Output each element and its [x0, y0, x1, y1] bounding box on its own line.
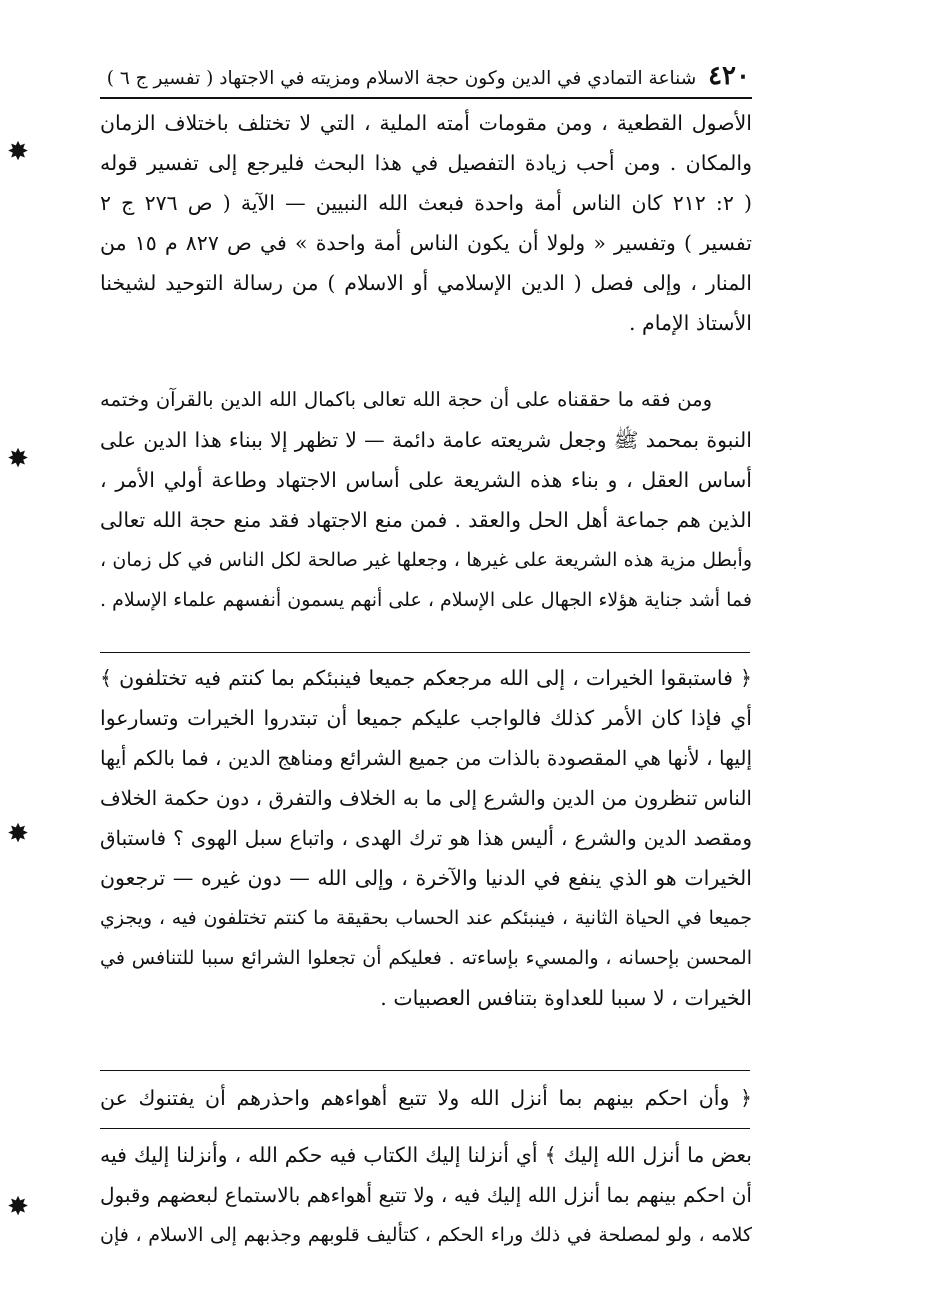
- text-line: فما أشد جناية هؤلاء الجهال على الإسلام ، على أنهم يسمون أنفسهم علماء الإسلام .: [100, 589, 752, 611]
- paragraph-hukm: [100, 1135, 752, 1255]
- text-line: تفسير ) وتفسير « ولولا أن يكون الناس أمة واحدة » في ص ٨٢٧ م ١٥ من: [100, 231, 752, 255]
- section-divider: [100, 1070, 750, 1071]
- text-line: أن احكم بينهم بما أنزل الله إليك فيه ، ولا تتبع أهواءهم بالاستماع لبعضهم وقبول: [100, 1183, 752, 1207]
- verse-line: ﴿ فاستبقوا الخيرات ، إلى الله مرجعكم جميعا فينبئكم بما كنتم فيه تختلفون ﴾: [100, 666, 752, 690]
- text-line: الخيرات ، لا سببا للعداوة بتنافس العصبيات .: [380, 986, 752, 1010]
- text-line: الأستاذ الإمام .: [629, 311, 752, 335]
- verse-line: ﴿ وأن احكم بينهم بما أنزل الله ولا تتبع أهواءهم واحذرهم أن يفتنوك عن: [100, 1086, 752, 1110]
- page-header: [100, 56, 750, 96]
- paragraph-khayrat: [100, 658, 752, 1018]
- header-rule: [100, 97, 752, 99]
- verse-heading: [100, 1078, 752, 1118]
- text-line: وأبطل مزية هذه الشريعة على غيرها ، وجعلها غير صالحة لكل الناس في كل زمان ،: [100, 549, 752, 571]
- text-line: النبوة بمحمد ﷺ وجعل شريعته عامة دائمة — لا تظهر إلا ببناء هذا الدين على: [100, 428, 752, 452]
- text-line: والمكان . ومن أحب زيادة التفصيل في هذا البحث فليرجع إلى تفسير قوله: [100, 151, 752, 175]
- section-divider: [100, 652, 750, 653]
- text-line: ومن فقه ما حققناه على أن حجة الله تعالى باكمال الله الدين بالقرآن وختمه: [100, 388, 712, 411]
- text-line: جميعا في الحياة الثانية ، فينبئكم عند الحساب بحقيقة ما كنتم تختلفون فيه ، ويجزي: [100, 907, 752, 929]
- margin-star-icon: ✸: [7, 444, 29, 474]
- text-line: أي فإذا كان الأمر كذلك فالواجب عليكم جميعا أن تبتدروا الخيرات وتسارعوا: [100, 706, 752, 730]
- running-title: شناعة التمادي في الدين وكون حجة الاسلام ومزيته في الاجتهاد ( تفسير ج ٦ ): [106, 68, 697, 89]
- text-line: المنار ، وإلى فصل ( الدين الإسلامي أو الاسلام ) من رسالة التوحيد لشيخنا: [100, 271, 752, 295]
- margin-star-icon: ✸: [7, 137, 29, 167]
- margin-star-icon: ✸: [7, 819, 29, 849]
- text-line: الخيرات هو الذي ينفع في الدنيا والآخرة ، وإلى الله — دون غيره — ترجعون: [100, 866, 752, 890]
- text-line: بعض ما أنزل الله إليك ﴾ أي أنزلنا إليك الكتاب فيه حكم الله ، وأنزلنا إليك فيه: [100, 1143, 752, 1167]
- text-line: الذين هم جماعة أهل الحل والعقد . فمن منع الاجتهاد فقد منع حجة الله تعالى: [100, 508, 752, 532]
- page-number: ٤٢٠: [708, 61, 750, 91]
- text-line: المحسن بإحسانه ، والمسيء بإساءته . فعليكم أن تجعلوا الشرائع سببا للتنافس في: [100, 947, 752, 969]
- paragraph-references: [100, 103, 752, 343]
- text-line: ( ٢: ٢١٢ كان الناس أمة واحدة فبعث الله النبيين — الآية ( ص ٢٧٦ ج ٢: [100, 191, 752, 215]
- section-divider: [100, 1128, 750, 1129]
- text-line: الناس تنظرون من الدين والشرع إلى ما به الخلاف والتفرق ، دون حكمة الخلاف: [100, 786, 752, 810]
- text-line: الأصول القطعية ، ومن مقومات أمته الملية ، التي لا تختلف باختلاف الزمان: [100, 111, 752, 135]
- text-line: كلامه ، ولو لمصلحة في ذلك وراء الحكم ، كتأليف قلوبهم وجذبهم إلى الاسلام ، فإن: [100, 1224, 752, 1246]
- margin-star-icon: ✸: [7, 1192, 29, 1222]
- paragraph-ijtihad: [100, 380, 752, 620]
- text-line: إليها ، لأنها هي المقصودة بالذات من جميع الشرائع ومناهج الدين ، فما بالكم أيها: [100, 746, 752, 770]
- text-line: ومقصد الدين والشرع ، أليس هذا هو ترك الهدى ، واتباع سبل الهوى ؟ فاستباق: [100, 826, 752, 850]
- text-line: أساس العقل ، و بناء هذه الشريعة على أساس الاجتهاد وطاعة أولي الأمر ،: [100, 468, 752, 492]
